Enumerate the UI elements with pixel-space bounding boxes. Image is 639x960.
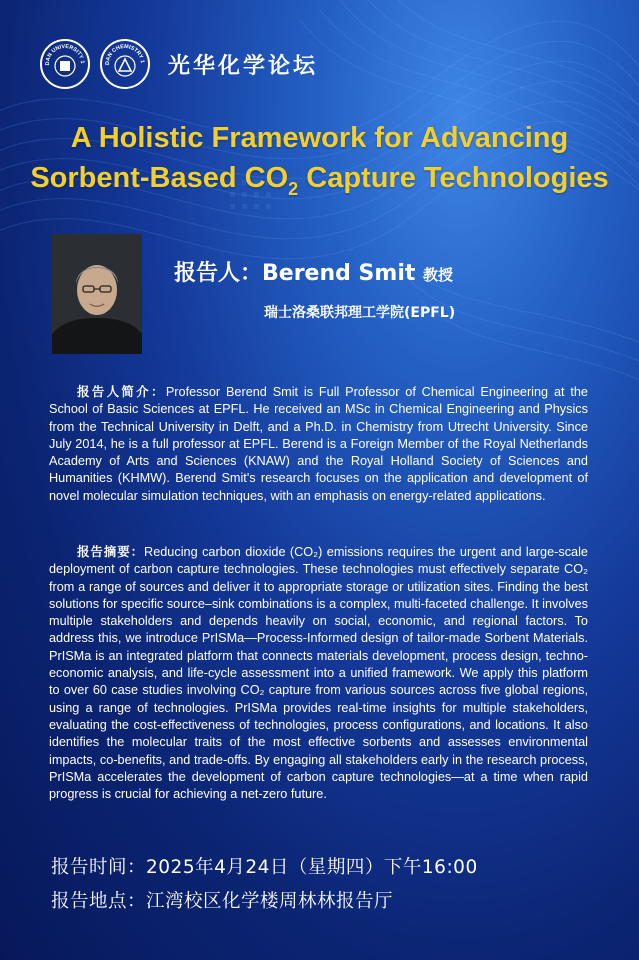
fudan-university-seal-icon (40, 39, 90, 89)
forum-title: 光华化学论坛 (168, 53, 319, 79)
fudan-chemistry-seal-icon (100, 39, 150, 89)
talk-title (0, 118, 639, 198)
talk-title-part-a: Sorbent-Based CO (30, 162, 289, 194)
talk-title-line-2 (0, 158, 639, 198)
svg-text:FUDAN UNIVERSITY 1905: DAN UNIVERSITY 1 (44, 43, 86, 66)
abstract-label: 报告摘要： (77, 544, 145, 559)
speaker-name: Berend Smit (262, 261, 416, 286)
header-bar (40, 38, 318, 90)
speaker-affiliation: 瑞士洛桑联邦理工学院(EPFL) (264, 305, 456, 321)
speaker-label: 报告人： (174, 261, 263, 286)
talk-title-line-1: A Holistic Framework for Advancing (70, 122, 569, 154)
event-time (51, 853, 478, 879)
speaker-bio (49, 383, 588, 505)
talk-abstract (49, 543, 588, 803)
event-time-value: 2025年4月24日（星期四）下午16:00 (146, 857, 478, 878)
abstract-text: Reducing carbon dioxide (CO₂) emissions requires the urgent and large-scale deployment of carbon capture technologies. These technologies must effectively separate CO₂ from a range of sources and deliver it to appropriate storage or utilization sites. Finding the best solutions for specific source–sink combinations is a complex, multi-faceted challenge. It involves multiple stakeholders and depends heavily on social, economic, and regional factors. To address this, we introduce PrISMa—Process-Informed design of tailor-made Sorbent Materials. PrISMa is an integrated platform that connects materials development, process design, techno-economic analysis, and life-cycle assessment into a unified framework. We apply this platform to over 60 case studies involving CO₂ capture from various sources across five global regions, using a range of technologies. PrISMa provides real-time insights for multiple stakeholders, evaluating the cost-effectiveness of technologies, process configurations, and locations. It also identifies the molecular traits of the most effective sorbents and assesses environmental impacts, co-benefits, and trade-offs. By engaging all stakeholders early in the research process, PrISMa accelerates the development of carbon capture technologies—at a time when rapid progress is crucial for achieving a net-zero future. (49, 545, 588, 802)
speaker-portrait-icon (52, 234, 142, 354)
bio-text: Professor Berend Smit is Full Professor of Chemical Engineering at the School of Basic Sciences at EPFL. He received an MSc in Chemical Engineering and Physics from the Technical University in Delft, and a Ph.D. in Chemistry from Utrecht University. Since July 2014, he is a full professor at EPFL. Berend is a Foreign Member of the Royal Netherlands Academy of Arts and Sciences (KNAW) and the Royal Holland Society of Sciences and Humanities (KHMW). Berend Smit's research focuses on the application and development of novel molecular simulation techniques, with an emphasis on energy-related applications. (49, 385, 588, 503)
talk-title-subscript: 2 (288, 179, 299, 199)
speaker-title-suffix: 教授 (423, 266, 454, 284)
speaker-line (174, 256, 453, 287)
bio-label: 报告人简介： (77, 384, 166, 399)
event-place-label: 报告地点： (51, 891, 147, 912)
svg-text:FUDAN CHEMISTRY 1926: DAN CHEMISTRY 1 (104, 43, 146, 66)
event-place-value: 江湾校区化学楼周林林报告厅 (146, 891, 394, 912)
talk-title-part-b: Capture Technologies (298, 162, 609, 194)
speaker-photo (52, 234, 142, 354)
event-place (51, 887, 393, 913)
event-time-label: 报告时间： (51, 857, 147, 878)
